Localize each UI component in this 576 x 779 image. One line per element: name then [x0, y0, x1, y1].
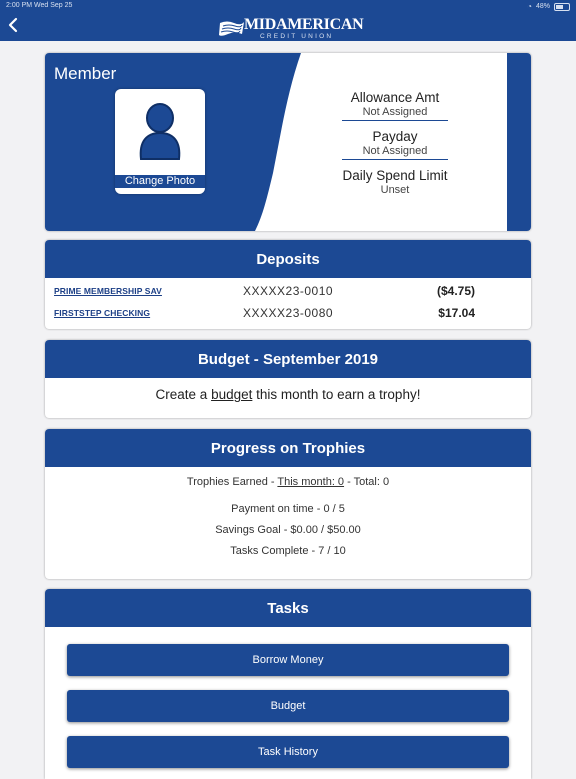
app-header — [0, 0, 576, 41]
payday-value: Not Assigned — [362, 145, 428, 157]
member-card — [45, 53, 531, 231]
status-date: Wed Sep 25 — [34, 2, 73, 9]
payday-field — [342, 129, 448, 160]
flag-logo-icon — [218, 19, 246, 37]
back-chevron-icon[interactable] — [6, 16, 20, 34]
divider — [342, 159, 448, 160]
brand-logo — [218, 14, 364, 40]
person-icon — [137, 101, 183, 163]
account-name-link[interactable]: PRIME MEMBERSHIP SAV — [54, 286, 162, 296]
status-time: 2:00 PM — [6, 2, 33, 9]
brand-subtitle: CREDIT UNION — [260, 33, 334, 40]
budget-title: Budget - September 2019 — [45, 340, 531, 378]
budget-link[interactable]: budget — [211, 387, 253, 402]
budget-text-after: this month to earn a trophy! — [252, 387, 421, 402]
tasks-title: Tasks — [45, 589, 531, 627]
budget-card — [45, 340, 531, 418]
trophies-earned-prefix: Trophies Earned - — [186, 476, 278, 488]
list-item[interactable] — [45, 280, 531, 302]
deposits-title: Deposits — [45, 240, 531, 278]
avatar[interactable] — [115, 89, 205, 194]
allowance-field — [342, 90, 448, 121]
account-name-link[interactable]: FIRSTSTEP CHECKING — [54, 308, 151, 318]
trophies-card — [45, 429, 531, 579]
tasks-complete: Tasks Complete - 7 / 10 — [230, 545, 346, 557]
status-bar-right — [527, 2, 570, 11]
budget-message — [45, 387, 531, 402]
trophies-earned-suffix: - Total: 0 — [344, 476, 390, 488]
member-title: Member — [54, 64, 117, 83]
daily-limit-field — [342, 168, 448, 196]
allowance-label: Allowance Amt — [350, 90, 440, 105]
daily-limit-value: Unset — [380, 184, 410, 196]
tasks-card — [45, 589, 531, 779]
change-photo-button[interactable]: Change Photo — [115, 175, 205, 188]
budget-button[interactable]: Budget — [67, 690, 509, 722]
task-history-button[interactable]: Task History — [67, 736, 509, 768]
member-card-side-strip — [507, 53, 531, 231]
status-bar-left — [6, 2, 72, 9]
daily-limit-label: Daily Spend Limit — [342, 168, 448, 183]
savings-goal: Savings Goal - $0.00 / $50.00 — [215, 524, 361, 536]
payday-label: Payday — [372, 129, 418, 144]
account-balance: ($4.75) — [436, 284, 475, 298]
account-number: XXXXX23-0010 — [243, 284, 334, 298]
account-balance: $17.04 — [438, 306, 475, 320]
deposits-card — [45, 240, 531, 329]
borrow-money-button[interactable]: Borrow Money — [67, 644, 509, 676]
list-item[interactable] — [45, 302, 531, 324]
budget-text-before: Create a — [155, 387, 212, 402]
battery-percent: 48% — [535, 3, 550, 10]
this-month-link[interactable]: This month: 0 — [277, 476, 345, 488]
trophies-earned — [45, 476, 531, 488]
battery-icon — [554, 3, 570, 11]
account-number: XXXXX23-0080 — [243, 306, 334, 320]
brand-name: MIDAMERICAN — [244, 16, 364, 33]
allowance-value: Not Assigned — [362, 106, 428, 118]
payment-on-time: Payment on time - 0 / 5 — [231, 503, 345, 515]
trophies-title: Progress on Trophies — [45, 429, 531, 467]
divider — [342, 120, 448, 121]
wifi-icon: ◔ — [527, 2, 532, 11]
